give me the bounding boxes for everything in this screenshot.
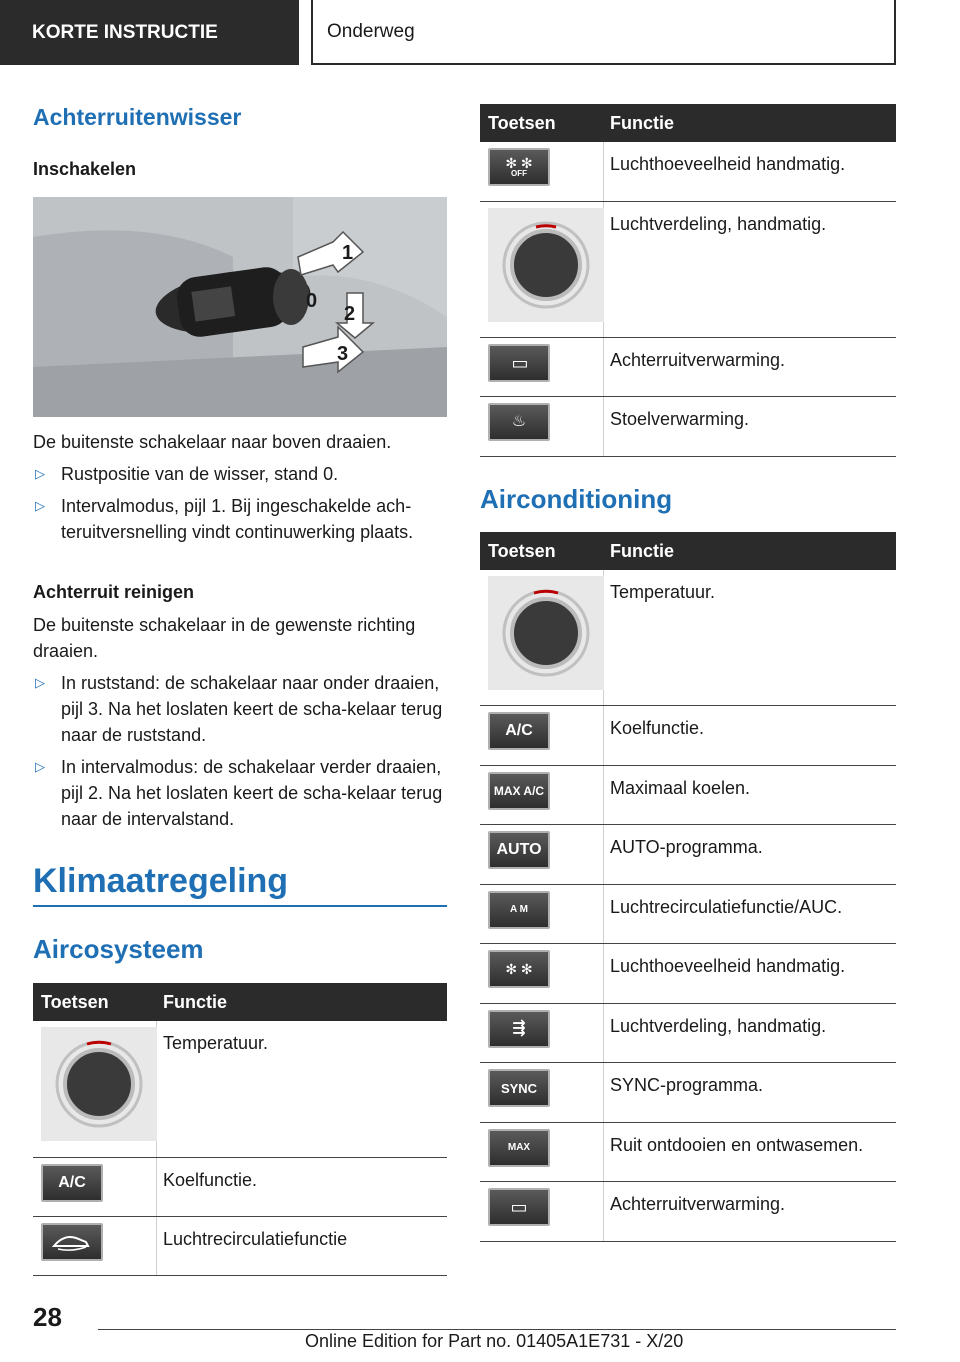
temperature-knob-icon: [41, 1027, 157, 1141]
bullet-list-wiper: [33, 461, 447, 551]
table-row: ▭ Achterruitverwarming.: [480, 1182, 896, 1242]
auto-button-icon: AUTO: [488, 831, 550, 869]
list-item: ▷ In intervalmodus: de schakelaar verder draaien, pijl 2. Na het loslaten keert de scha-kelaar terug naar de intervalstand.: [33, 754, 447, 832]
rear-defrost-button-icon: ▭: [488, 344, 550, 382]
bullet-list-clean: [33, 670, 447, 838]
table-row: ▭ Achterruitverwarming.: [480, 338, 896, 397]
section-tab: KORTE INSTRUCTIE: [0, 0, 299, 65]
arrow-2-label: 2: [344, 303, 356, 325]
footer-rule: [98, 1329, 896, 1330]
table-row: Luchtrecirculatiefunctie: [33, 1217, 447, 1276]
arrow-1-label: 1: [342, 242, 354, 264]
wiper-title: Achterruitenwisser: [33, 104, 242, 130]
table-header: Toetsen Functie: [480, 532, 896, 570]
table-row: A/C Koelfunctie.: [480, 706, 896, 766]
table-row: MAX Ruit ontdooien en ontwasemen.: [480, 1123, 896, 1182]
sync-button-icon: SYNC: [488, 1069, 550, 1107]
page-number: 28: [33, 1302, 62, 1332]
table-row: AUTO AUTO-programma.: [480, 825, 896, 885]
aircosystem-table: [33, 983, 447, 1276]
list-item: ▷ Intervalmodus, pijl 1. Bij ingeschakelde ach-teruitversnelling vindt continuwerking plaats.: [33, 493, 447, 545]
recirculation-button-icon: [41, 1223, 103, 1261]
table-row: A/C Koelfunctie.: [33, 1158, 447, 1217]
seat-heating-button-icon: ♨: [488, 403, 550, 441]
ac-button-icon: A/C: [488, 712, 550, 750]
table-row: SYNC SYNC-programma.: [480, 1063, 896, 1123]
ac-button-icon: A/C: [41, 1164, 103, 1202]
clean-title: Achterruit reinigen: [33, 582, 195, 602]
table-header: Toetsen Functie: [480, 104, 896, 142]
table-row: ♨ Stoelverwarming.: [480, 397, 896, 457]
table-row: Temperatuur.: [480, 570, 896, 706]
table-row: A M Luchtrecirculatiefunctie/AUC.: [480, 885, 896, 944]
air-distribution-knob-icon: [488, 208, 604, 322]
table-row: ✻ ✻ Luchthoeveelheid handmatig.: [480, 944, 896, 1004]
luchtverdeling-table: [480, 104, 896, 457]
clean-text: De buitenste schakelaar in de gewenste richting draaien.: [33, 615, 416, 661]
wiper-stalk-photo: [33, 197, 447, 417]
triangle-bullet-icon: ▷: [35, 498, 45, 513]
max-ac-button-icon: MAX A/C: [488, 772, 550, 810]
airconditioning-table: [480, 532, 896, 1242]
triangle-bullet-icon: ▷: [35, 759, 45, 774]
triangle-bullet-icon: ▷: [35, 466, 45, 481]
airconditioning-title: Airconditioning: [480, 484, 673, 514]
triangle-bullet-icon: ▷: [35, 675, 45, 690]
zero-label: 0: [306, 290, 318, 312]
fan-button-icon: ✻ ✻: [488, 950, 550, 988]
intro-text: De buitenste schakelaar naar boven draaien.: [33, 432, 392, 452]
table-header: Toetsen Functie: [33, 983, 447, 1021]
table-row: Temperatuur.: [33, 1021, 447, 1158]
chapter-tab: Onderweg: [311, 0, 896, 65]
switch-on-subtitle: Inschakelen: [33, 159, 137, 179]
max-defrost-button-icon: MAX: [488, 1129, 550, 1167]
table-row: ⇶ Luchtverdeling, handmatig.: [480, 1004, 896, 1063]
table-row: MAX A/C Maximaal koelen.: [480, 766, 896, 825]
table-row: Luchtverdeling, handmatig.: [480, 202, 896, 338]
climate-title: Klimaatregeling: [33, 862, 447, 907]
recirculation-auc-button-icon: A M: [488, 891, 550, 929]
arrow-3-label: 3: [337, 343, 349, 365]
air-distribution-button-icon: ⇶: [488, 1010, 550, 1048]
fan-button-icon: ✻ ✻ OFF: [488, 148, 550, 186]
list-item: ▷ In ruststand: de schakelaar naar onder draaien, pijl 3. Na het loslaten keert de scha-kelaar terug naar de ruststand.: [33, 670, 447, 748]
aircon-subtitle: Aircosysteem: [33, 934, 204, 964]
rear-defrost-button-icon: ▭: [488, 1188, 550, 1226]
edition-text: Online Edition for Part no. 01405A1E731 - X/20: [305, 1331, 684, 1351]
table-row: ✻ ✻ OFF Luchthoeveelheid handmatig.: [480, 142, 896, 202]
list-item: ▷ Rustpositie van de wisser, stand 0.: [33, 461, 447, 487]
temperature-knob-icon: [488, 576, 604, 690]
